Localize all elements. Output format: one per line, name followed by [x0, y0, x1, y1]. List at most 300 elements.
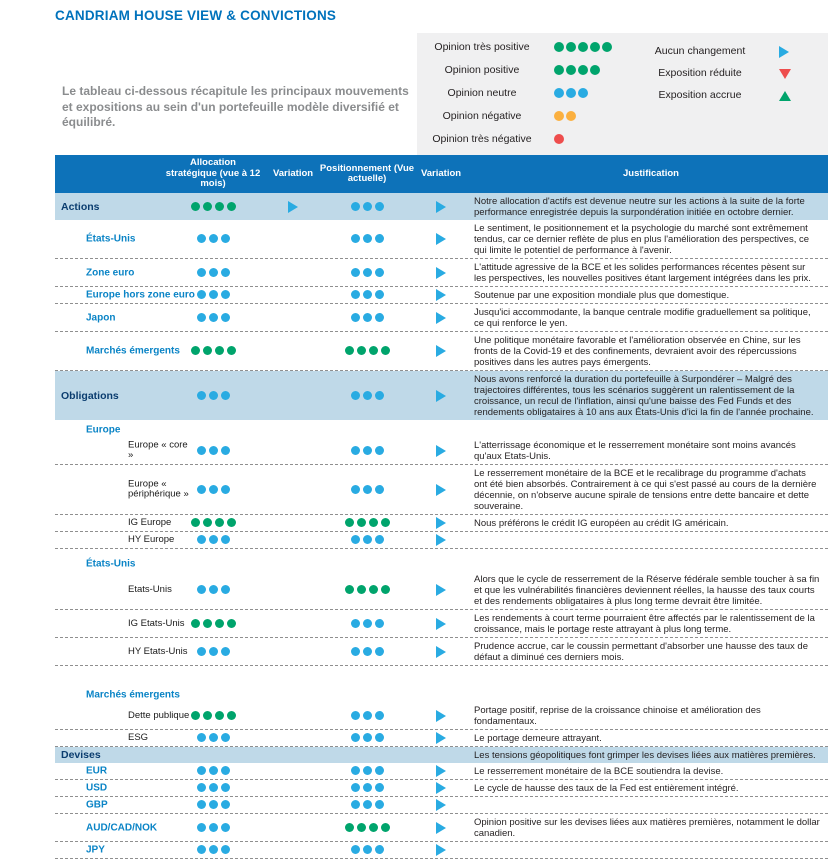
- opinion-dot: [351, 535, 360, 544]
- positioning-dots: [319, 198, 415, 216]
- opinion-dots: [349, 615, 385, 633]
- opinion-dot: [363, 766, 372, 775]
- opinion-dot: [209, 313, 218, 322]
- variation-2-icon: [403, 822, 479, 834]
- no-change-icon: [436, 765, 446, 777]
- opinion-dot: [197, 800, 206, 809]
- table-row: [55, 556, 828, 571]
- opinion-dot: [351, 647, 360, 656]
- justification-text: Prudence accrue, car le coussin permettant d'absorber une hausse des taux de défaut a diminué ces derniers mois.: [474, 640, 808, 663]
- opinion-dots: [195, 819, 231, 837]
- opinion-dot: [381, 585, 390, 594]
- row-label: Japon: [86, 312, 116, 323]
- opinion-dot: [221, 234, 230, 243]
- opinion-dot: [209, 823, 218, 832]
- opinion-dots: [195, 230, 231, 248]
- no-change-icon: [436, 517, 446, 529]
- row-label: ESG: [128, 731, 149, 743]
- opinion-dot: [369, 346, 378, 355]
- table-row: [55, 193, 828, 220]
- opinion-dots: [195, 729, 231, 747]
- row-label: Europe hors zone euro: [86, 289, 195, 301]
- opinion-dot: [197, 446, 206, 455]
- opinion-dots: [349, 729, 385, 747]
- justification-text: Portage positif, reprise de la croissance chinoise et amélioration des fondamentaux.: [474, 704, 761, 727]
- allocation-dots: [165, 819, 261, 837]
- opinion-dots: [349, 264, 385, 282]
- opinion-dots: [349, 531, 385, 549]
- variation-2-icon: [403, 345, 479, 357]
- opinion-dot: [351, 766, 360, 775]
- variation-2-icon: [403, 484, 479, 496]
- page-title: CANDRIAM HOUSE VIEW & CONVICTIONS: [55, 8, 337, 23]
- opinion-dot: [221, 845, 230, 854]
- opinion-dot: [209, 845, 218, 854]
- opinion-dot: [215, 346, 224, 355]
- row-label: HY Europe: [128, 533, 175, 545]
- table-body: [55, 193, 828, 859]
- positioning-dots: [319, 230, 415, 248]
- opinion-dots: [189, 707, 237, 725]
- opinion-dot: [209, 485, 218, 494]
- row-label: Marchés émergents: [86, 345, 180, 357]
- opinion-dot: [375, 446, 384, 455]
- positioning-dots: [319, 819, 415, 837]
- table-row: [55, 332, 828, 371]
- opinion-dot: [221, 290, 230, 299]
- opinion-dot: [351, 845, 360, 854]
- allocation-dots: [165, 643, 261, 661]
- opinion-dot: [197, 391, 206, 400]
- opinion-dot: [375, 711, 384, 720]
- row-label: Etats-Unis: [128, 583, 172, 595]
- opinion-dots: [553, 108, 577, 126]
- no-change-icon: [436, 345, 446, 357]
- opinion-dot: [357, 518, 366, 527]
- table-row: [55, 842, 828, 859]
- opinion-dot: [221, 733, 230, 742]
- table-row: [55, 571, 828, 610]
- table-row: [55, 465, 828, 515]
- opinion-dot: [203, 346, 212, 355]
- opinion-dots: [349, 762, 385, 780]
- opinion-dot: [351, 446, 360, 455]
- opinion-dot: [351, 619, 360, 628]
- opinion-dot: [375, 800, 384, 809]
- legend-item: [421, 82, 631, 105]
- opinion-dot: [203, 711, 212, 720]
- table-row: [55, 610, 828, 638]
- opinion-dot: [375, 619, 384, 628]
- opinion-dot: [363, 535, 372, 544]
- opinion-dots: [195, 581, 231, 599]
- row-label: IG Etats-Unis: [128, 617, 185, 629]
- table-row: [55, 287, 828, 304]
- opinion-dot: [215, 711, 224, 720]
- opinion-dot: [209, 783, 218, 792]
- opinion-dot: [209, 290, 218, 299]
- variation-2-icon: [403, 584, 479, 596]
- row-label: Europe: [86, 424, 121, 435]
- opinion-dot: [363, 711, 372, 720]
- legend-item-label: Opinion très négative: [432, 132, 532, 145]
- variation-2-icon: [403, 646, 479, 658]
- opinion-dots: [189, 514, 237, 532]
- justification-text: Les rendements à court terme pourraient être affectés par le ralentissement de la croissance, mais le portage reste attrayant à plus long terme.: [474, 612, 815, 635]
- no-change-icon: [436, 445, 446, 457]
- opinion-dot: [566, 65, 576, 75]
- opinion-dot: [227, 518, 236, 527]
- no-change-icon: [436, 289, 446, 301]
- positioning-dots: [319, 514, 415, 532]
- opinion-dot: [363, 290, 372, 299]
- variation-2-icon: [403, 618, 479, 630]
- justification-text: Le sentiment, le positionnement et la psychologie du marché sont extrêmement tendus, car ce dernier reflète de plus en plus l'amélioration des perspectives, ce qui limite le potentiel de performance à l'avenir.: [474, 222, 810, 256]
- positioning-dots: [319, 615, 415, 633]
- allocation-dots: [165, 841, 261, 859]
- opinion-dot: [351, 290, 360, 299]
- opinion-dot: [566, 111, 576, 121]
- allocation-dots: [165, 779, 261, 797]
- variation-2-icon: [403, 445, 479, 457]
- justification-text: Le cycle de hausse des taux de la Fed est entièrement intégré.: [474, 782, 739, 794]
- positioning-dots: [319, 841, 415, 859]
- opinion-dot: [197, 290, 206, 299]
- allocation-dots: [165, 615, 261, 633]
- opinion-dot: [363, 845, 372, 854]
- opinion-dot: [209, 733, 218, 742]
- opinion-dots: [349, 481, 385, 499]
- exposure-increased-icon: [779, 91, 791, 101]
- opinion-dot: [197, 535, 206, 544]
- justification-text: Les tensions géopolitiques font grimper les devises liées aux matières premières.: [474, 749, 816, 761]
- opinion-dots: [349, 442, 385, 460]
- opinion-dot: [363, 800, 372, 809]
- opinion-dots: [189, 198, 237, 216]
- table-row: [55, 747, 828, 763]
- opinion-dot: [221, 823, 230, 832]
- opinion-dot: [215, 518, 224, 527]
- table-row: [55, 638, 828, 666]
- opinion-dot: [227, 346, 236, 355]
- opinion-dot: [554, 65, 564, 75]
- opinion-dot: [375, 313, 384, 322]
- justification-text: Le resserrement monétaire de la BCE et le recalibrage du programme d'achats ont été bien absorbés. Contrairement à ce qui s'est passé au cours de la dernière décennie, on n'observe aucune spirale de tensions entre dette bancaire et dette souveraine.: [474, 467, 817, 512]
- variation-2-icon: [403, 267, 479, 279]
- legend-item: [421, 59, 631, 82]
- legend-item-label: Opinion négative: [442, 109, 522, 122]
- row-label: EUR: [86, 765, 108, 777]
- opinion-dot: [203, 518, 212, 527]
- row-label: Europe « core »: [128, 439, 188, 461]
- opinion-dot: [351, 711, 360, 720]
- opinion-dots: [195, 779, 231, 797]
- opinion-dot: [363, 446, 372, 455]
- table-header: [55, 155, 828, 193]
- opinion-dot: [345, 585, 354, 594]
- row-label: GBP: [86, 799, 108, 811]
- header-positioning: Positionnement (Vue actuelle): [319, 162, 415, 184]
- allocation-dots: [165, 514, 261, 532]
- table-row: [55, 532, 828, 549]
- justification-text: Notre allocation d'actifs est devenue neutre sur les actions à la suite de la forte performance enregistrée depuis la surpondération initiée en octobre dernier.: [474, 195, 805, 218]
- opinion-dot: [197, 485, 206, 494]
- allocation-dots: [165, 230, 261, 248]
- justification-text: [474, 422, 828, 438]
- opinion-dot: [221, 535, 230, 544]
- positioning-dots: [319, 762, 415, 780]
- allocation-dots: [165, 531, 261, 549]
- opinion-dots: [343, 342, 391, 360]
- opinion-dot: [375, 485, 384, 494]
- opinion-dot: [578, 88, 588, 98]
- justification-text: [474, 556, 828, 572]
- opinion-dot: [363, 783, 372, 792]
- variation-2-icon: [403, 710, 479, 722]
- opinion-dot: [375, 234, 384, 243]
- opinion-dot: [197, 313, 206, 322]
- opinion-dot: [351, 733, 360, 742]
- no-change-icon: [436, 822, 446, 834]
- opinion-dot: [221, 647, 230, 656]
- table-row: [55, 763, 828, 780]
- opinion-dots: [195, 531, 231, 549]
- positioning-dots: [319, 264, 415, 282]
- opinion-dot: [363, 619, 372, 628]
- no-change-icon: [436, 390, 446, 402]
- legend-item-label: Aucun changement: [654, 45, 746, 58]
- table-row: [55, 797, 828, 814]
- allocation-dots: [165, 581, 261, 599]
- opinion-dot: [221, 391, 230, 400]
- row-label: HY Etats-Unis: [128, 645, 188, 657]
- opinion-dot: [369, 585, 378, 594]
- opinion-dot: [191, 711, 200, 720]
- opinion-dot: [363, 313, 372, 322]
- table-row: [55, 259, 828, 287]
- row-label: AUD/CAD/NOK: [86, 822, 158, 833]
- legend-item-label: Exposition réduite: [658, 67, 742, 80]
- legend-item: [631, 41, 825, 63]
- allocation-dots: [165, 707, 261, 725]
- opinion-dot: [363, 268, 372, 277]
- opinion-dot: [363, 485, 372, 494]
- opinion-dots: [349, 387, 385, 405]
- opinion-dots: [195, 442, 231, 460]
- allocation-dots: [165, 387, 261, 405]
- opinion-dot: [227, 202, 236, 211]
- allocation-dots: [165, 286, 261, 304]
- opinion-dot: [351, 234, 360, 243]
- opinion-dot: [363, 733, 372, 742]
- row-label: USD: [86, 782, 108, 794]
- opinion-dot: [209, 268, 218, 277]
- opinion-dots: [195, 481, 231, 499]
- table-row: [55, 814, 828, 842]
- table-row: [55, 687, 828, 702]
- opinion-dot: [351, 268, 360, 277]
- opinion-dot: [209, 535, 218, 544]
- table-row: [55, 780, 828, 797]
- opinion-dot: [221, 446, 230, 455]
- row-label: Zone euro: [86, 267, 135, 278]
- positioning-dots: [319, 342, 415, 360]
- variation-2-icon: [403, 201, 479, 213]
- opinion-dot: [375, 391, 384, 400]
- legend-item: [421, 128, 631, 151]
- allocation-dots: [165, 729, 261, 747]
- legend-item-label: Exposition accrue: [658, 89, 742, 102]
- justification-text: Une politique monétaire favorable et l'amélioration observée en Chine, sur les fronts de la Covid-19 et des confinements, devraient avoir des répercussions positives dans les autres pays émergents.: [474, 334, 801, 368]
- table-row: [55, 422, 828, 437]
- row-label: Actions: [61, 200, 100, 213]
- opinion-dot: [369, 823, 378, 832]
- row-label: JPY: [86, 844, 105, 856]
- opinion-dot: [209, 446, 218, 455]
- opinion-dot: [345, 823, 354, 832]
- opinion-dot: [197, 823, 206, 832]
- no-change-icon: [436, 799, 446, 811]
- opinion-dots: [343, 514, 391, 532]
- opinion-dots: [195, 762, 231, 780]
- opinion-dot: [351, 485, 360, 494]
- opinion-dots: [195, 643, 231, 661]
- opinion-dot: [363, 202, 372, 211]
- row-label: États-Unis: [86, 233, 136, 245]
- justification-text: L'atterrissage économique et le resserrement monétaire sont moins avancés qu'aux Etats-Unis.: [474, 439, 796, 462]
- legend-changes: [631, 41, 825, 107]
- opinion-dots: [553, 85, 589, 103]
- variation-2-icon: [403, 517, 479, 529]
- variation-2-icon: [403, 732, 479, 744]
- table-row: [55, 515, 828, 532]
- no-change-icon: [436, 710, 446, 722]
- opinion-dot: [203, 619, 212, 628]
- opinion-dot: [215, 202, 224, 211]
- no-change-icon: [436, 233, 446, 245]
- no-change-icon: [436, 201, 446, 213]
- opinion-dot: [221, 800, 230, 809]
- allocation-dots: [165, 796, 261, 814]
- legend-opinions: [421, 36, 631, 151]
- opinion-dots: [189, 342, 237, 360]
- opinion-dot: [554, 134, 564, 144]
- allocation-dots: [165, 198, 261, 216]
- opinion-dots: [349, 309, 385, 327]
- opinion-dot: [554, 88, 564, 98]
- opinion-dot: [345, 346, 354, 355]
- allocation-dots: [165, 264, 261, 282]
- positioning-dots: [319, 581, 415, 599]
- opinion-dot: [351, 313, 360, 322]
- opinion-dot: [191, 518, 200, 527]
- opinion-dot: [351, 800, 360, 809]
- opinion-dots: [195, 387, 231, 405]
- justification-text: [474, 842, 828, 858]
- legend-item: [421, 105, 631, 128]
- positioning-dots: [319, 309, 415, 327]
- positioning-dots: [319, 387, 415, 405]
- positioning-dots: [319, 707, 415, 725]
- opinion-dot: [197, 234, 206, 243]
- opinion-dot: [351, 391, 360, 400]
- allocation-dots: [165, 442, 261, 460]
- opinion-dot: [351, 202, 360, 211]
- row-label: Devises: [61, 749, 101, 761]
- exposure-reduced-icon: [779, 69, 791, 79]
- positioning-dots: [319, 729, 415, 747]
- opinion-dot: [227, 619, 236, 628]
- opinion-dots: [189, 615, 237, 633]
- opinion-dot: [227, 711, 236, 720]
- no-change-icon: [436, 312, 446, 324]
- opinion-dot: [221, 485, 230, 494]
- opinion-dot: [209, 391, 218, 400]
- opinion-dots: [553, 39, 613, 57]
- opinion-dots: [553, 131, 565, 149]
- positioning-dots: [319, 779, 415, 797]
- table-row: [55, 220, 828, 259]
- opinion-dot: [197, 733, 206, 742]
- opinion-dot: [209, 647, 218, 656]
- allocation-dots: [165, 342, 261, 360]
- opinion-dot: [381, 823, 390, 832]
- header-justification: Justification: [623, 167, 679, 179]
- no-change-icon: [436, 484, 446, 496]
- opinion-dots: [349, 643, 385, 661]
- legend-item: [421, 36, 631, 59]
- positioning-dots: [319, 286, 415, 304]
- allocation-dots: [165, 481, 261, 499]
- opinion-dot: [197, 783, 206, 792]
- opinion-dot: [578, 42, 588, 52]
- legend-box: [417, 33, 828, 155]
- row-label: Obligations: [61, 389, 119, 402]
- opinion-dot: [375, 766, 384, 775]
- opinion-dots: [195, 796, 231, 814]
- opinion-dots: [195, 264, 231, 282]
- legend-item-label: Opinion positive: [444, 63, 520, 76]
- opinion-dot: [357, 346, 366, 355]
- justification-text: Opinion positive sur les devises liées aux matières premières, notamment le dollar canadien.: [474, 816, 820, 839]
- legend-item-label: Opinion neutre: [447, 86, 517, 99]
- row-label: États-Unis: [86, 558, 136, 569]
- no-change-icon: [436, 844, 446, 856]
- justification-text: [474, 687, 828, 703]
- opinion-dot: [357, 585, 366, 594]
- variation-2-icon: [403, 534, 479, 546]
- justification-text: Alors que le cycle de resserrement de la Réserve fédérale semble toucher à sa fin et que les vulnérabilités financières deviennent réelles, la hausse des taux courts et des rendements obligataires à plus long terme devrait être limitée.: [474, 573, 820, 607]
- opinion-dot: [221, 313, 230, 322]
- opinion-dots: [349, 779, 385, 797]
- opinion-dot: [590, 42, 600, 52]
- opinion-dot: [209, 766, 218, 775]
- variation-2-icon: [403, 312, 479, 324]
- opinion-dot: [221, 766, 230, 775]
- opinion-dots: [553, 62, 601, 80]
- legend-item-label: Opinion très positive: [434, 40, 530, 53]
- variation-2-icon: [403, 233, 479, 245]
- positioning-dots: [319, 796, 415, 814]
- justification-text: Jusqu'ici accommodante, la banque centrale modifie graduellement sa politique, ce qui renforce le yen.: [474, 306, 811, 329]
- positioning-dots: [319, 442, 415, 460]
- header-variation-1: Variation: [272, 167, 314, 179]
- opinion-dot: [566, 88, 576, 98]
- justification-text: L'attitude agressive de la BCE et les solides performances récentes pèsent sur les perspectives, les nouvelles positives étant largement intégrées dans les prix.: [474, 261, 811, 284]
- opinion-dot: [357, 823, 366, 832]
- opinion-dot: [375, 845, 384, 854]
- opinion-dot: [197, 268, 206, 277]
